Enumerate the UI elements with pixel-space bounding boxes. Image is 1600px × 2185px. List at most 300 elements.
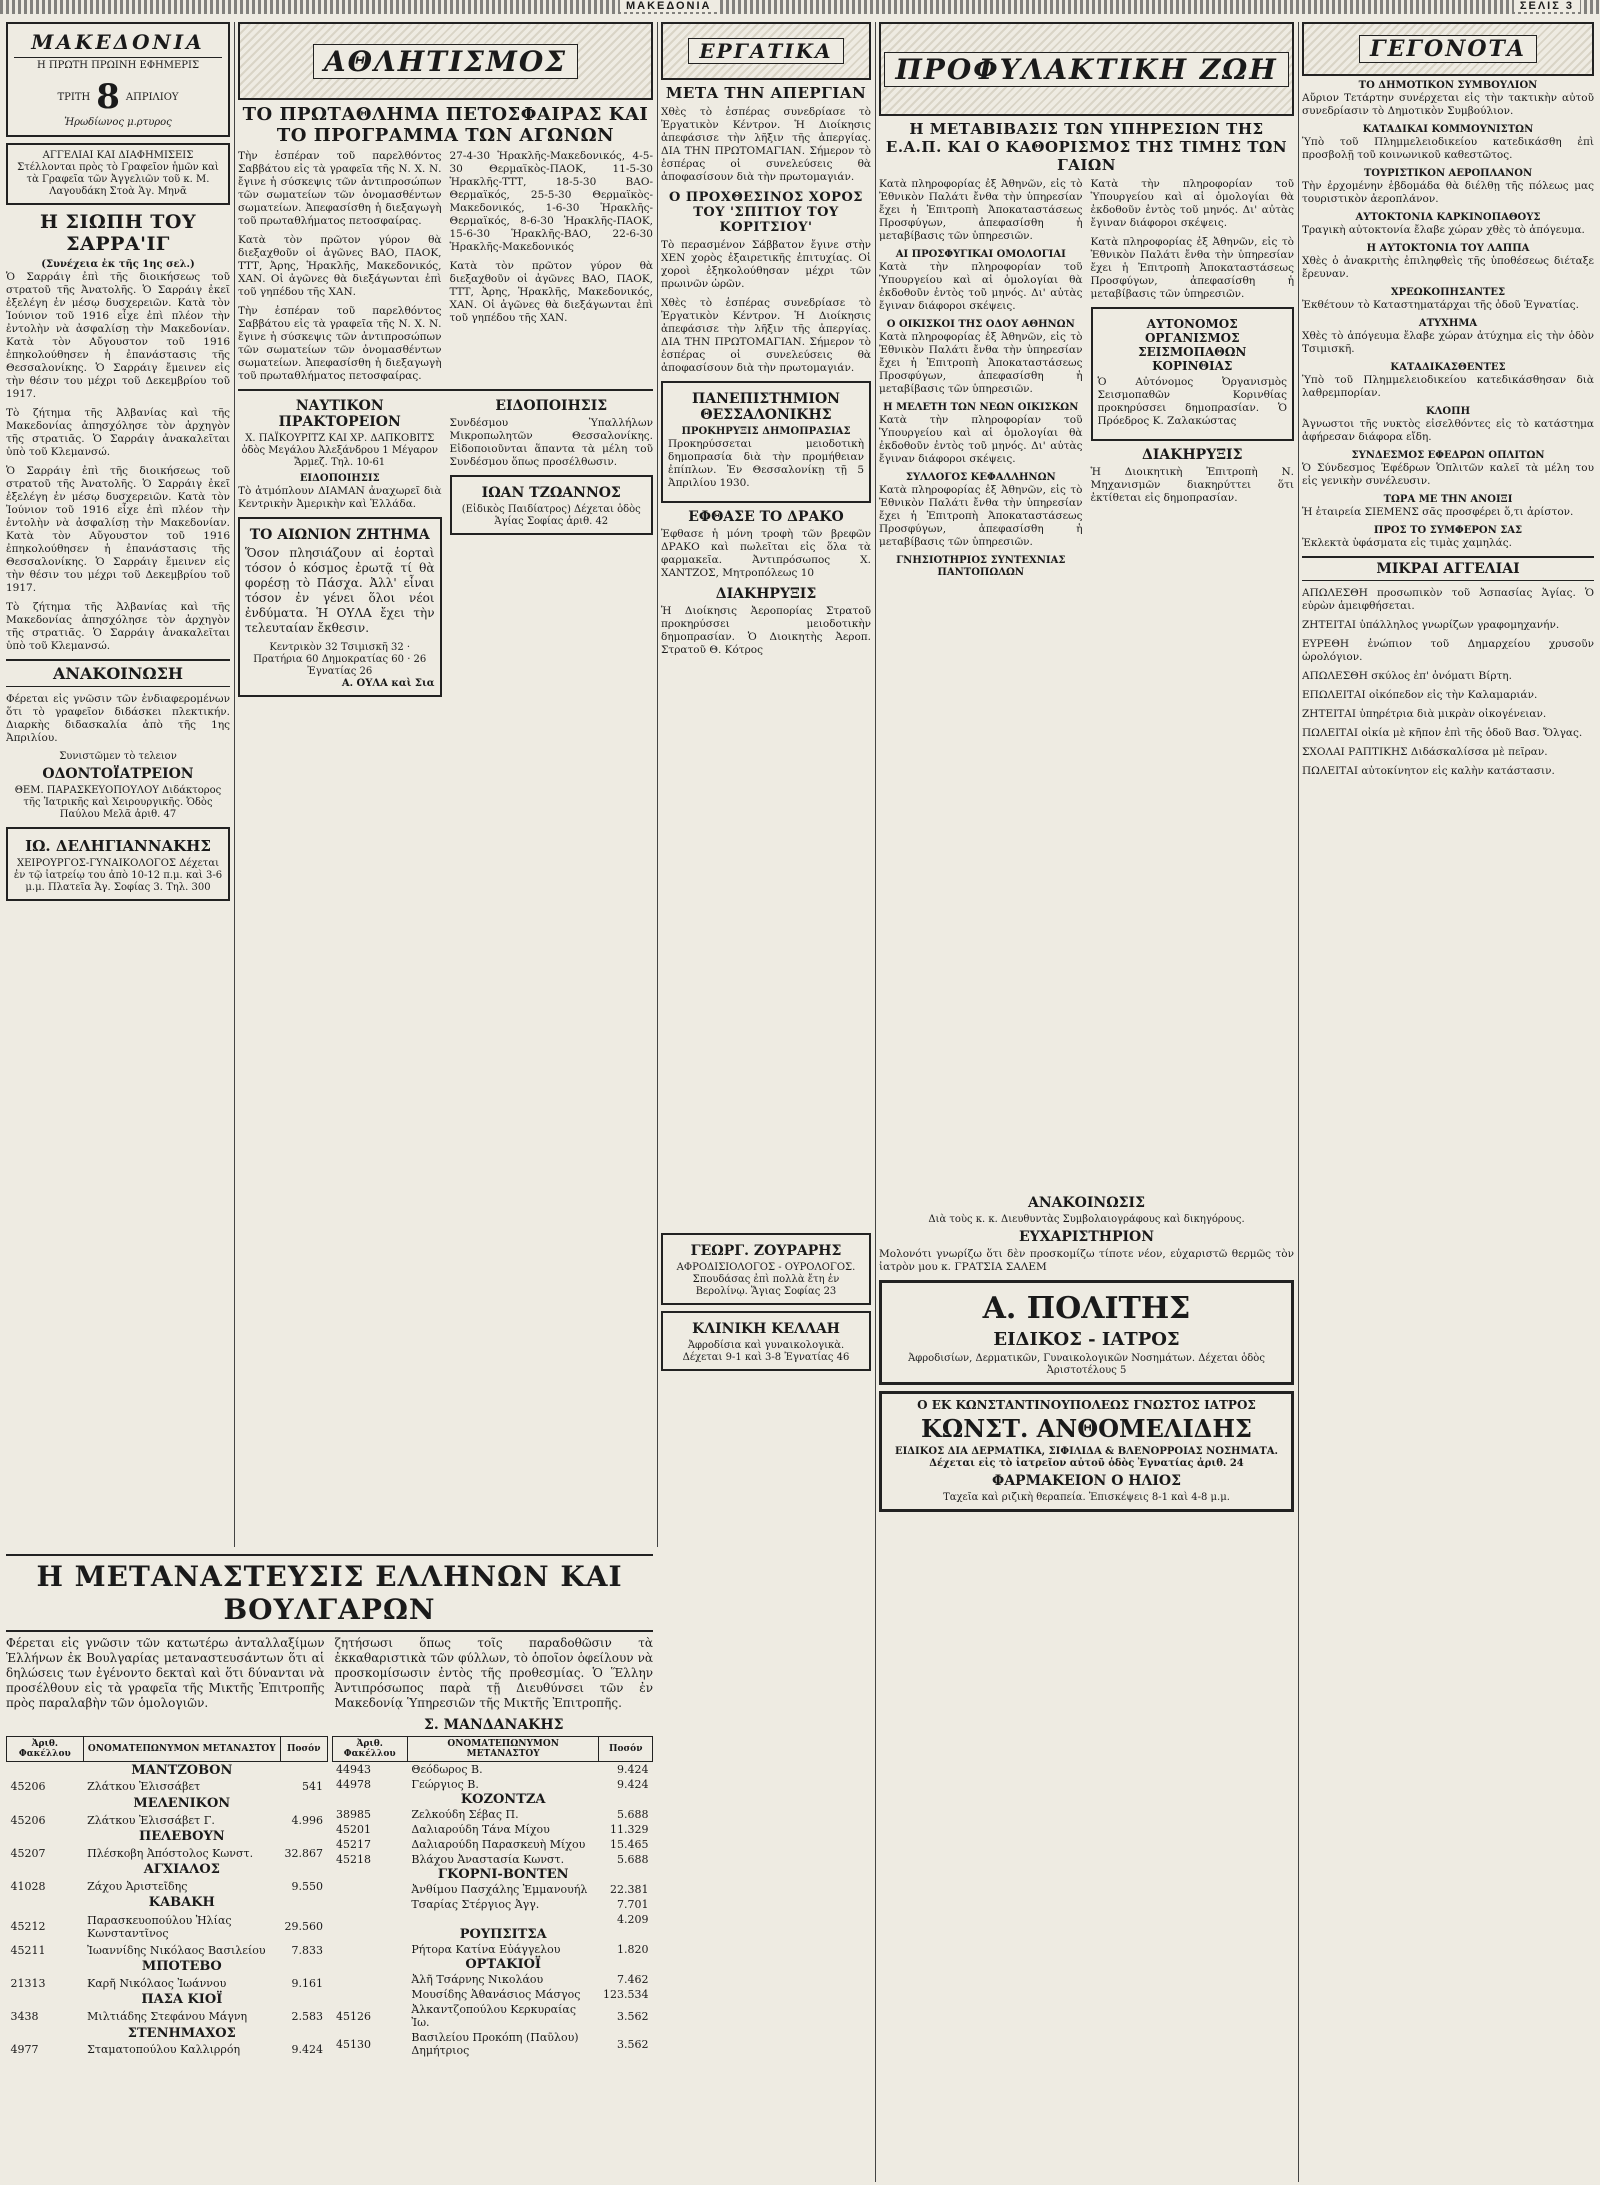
event-text: Ὁ Σύνδεσμος Ἐφέδρων Ὁπλιτῶν καλεῖ τὰ μέλη του εἰς γενικὴν συνέλευσιν. bbox=[1302, 462, 1594, 487]
bottom-sign: Σ. ΜΑΝΔΑΝΑΚΗΣ bbox=[424, 1717, 564, 1733]
zitima-list: Κεντρικὸν 32 Τσιμισκῆ 32 · Πρατήρια 60 Δημοκρατίας 60 · 26 Ἐγνατίας 26 bbox=[253, 642, 427, 677]
file-number: 45212 bbox=[10, 1920, 46, 1934]
file-number bbox=[332, 1867, 407, 1882]
table-row bbox=[7, 1762, 328, 1779]
kliniki-title: ΚΛΙΝΙΚΗ ΚΕΛΛΑΗ bbox=[692, 1321, 840, 1337]
sports-banner-label: ΑΘΛΗΤΙΣΜΟΣ bbox=[313, 44, 578, 79]
table-row bbox=[7, 2025, 328, 2042]
migrant-name: ΣΤΕΝΗΜΑΧΟΣ bbox=[127, 2025, 236, 2041]
file-number: 45207 bbox=[10, 1846, 46, 1860]
file-number bbox=[7, 1828, 84, 1845]
amount: 7.701 bbox=[617, 1898, 649, 1911]
migrant-name: Ζλάτκου Ἐλισσάβετ bbox=[87, 1780, 201, 1794]
col3-text-1b: Χθὲς τὸ ἑσπέρας συνεδρίασε τὸ Ἐργατικὸν Κέντρον. Ἡ Διοίκησις ἀπεφάσισε τὴν λῆξιν τῆς ἀπεργίας. ΔΙΑ ΤΗΝ ΠΡΩΤΟΜΑΓΙΑΝ. Σήμερον τὸ ἑσπέρας οἱ συνελεύσεις θὰ ἀποφασίσουν διὰ τὴν πρωτομαγιάν. bbox=[661, 297, 871, 374]
file-number: 44978 bbox=[336, 1778, 371, 1791]
ads-notice-box: ΑΓΓΕΛΙΑΙ ΚΑΙ ΔΙΑΦΗΜΙΣΕΙΣ Στέλλονται πρὸς τὸ Γραφεῖον ἡμῶν καὶ τὰ Γραφεῖα τῶν Ἀγγελιῶν τοῦ κ. Μ. Λαγουδάκη Στοὰ Ἁγ. Μηνᾶ bbox=[6, 143, 230, 205]
file-number: 45126 bbox=[336, 2009, 371, 2023]
column-rule bbox=[1298, 22, 1299, 2182]
migrant-name: Δαλιαρούδη Παρασκευὴ Μίχου bbox=[411, 1838, 586, 1851]
column-4 bbox=[879, 22, 1294, 2182]
file-number bbox=[7, 1959, 84, 1976]
col4-sub-1: ΑΙ ΠΡΟΣΦΥΓΙΚΑΙ ΟΜΟΛΟΓΙΑΙ bbox=[895, 249, 1066, 260]
amount: 2.583 bbox=[291, 2010, 323, 2024]
table-row bbox=[7, 2008, 328, 2025]
anthomelidis-ad bbox=[879, 1391, 1294, 1512]
eucharistirion-text: Μολονότι γνωρίζω ὅτι δὲν προσκομίζω τίποτε νέον, εὐχαριστῶ θερμῶς τὸν ἰατρὸν μου κ. ΓΡΑΤΣΙΑ ΣΑΛΕΜ bbox=[879, 1248, 1294, 1273]
diakiryxis-2-text: Ἡ Διοικητικὴ Ἐπιτροπὴ Ν. Μηχανισμῶν διακηρύττει ὅτι ἐκτίθεται εἰς δημοπρασίαν. bbox=[1090, 466, 1294, 504]
table-row bbox=[7, 1812, 328, 1829]
table-row bbox=[332, 1957, 653, 1972]
zitima-text: Ὅσον πλησιάζουν αἱ ἑορταὶ τόσον ὁ κόσμος ἐρωτᾷ τί θὰ φορέσῃ τὸ Πάσχα. Ἀλλ' εἶναι τόσον ἐν γένει ὅλοι νέοι ἐνδύματα. Ἡ ΟΥΛΑ ἔχει τὴν τελευταίαν ἔκθεσιν. bbox=[245, 546, 435, 635]
event-title: Η ΑΥΤΟΚΤΟΝΙΑ ΤΟΥ ΛΑΠΠΑ bbox=[1366, 243, 1530, 254]
amount: 5.688 bbox=[617, 1853, 649, 1866]
column-rule bbox=[657, 22, 658, 1547]
table-row bbox=[332, 2002, 653, 2030]
amount bbox=[280, 2025, 327, 2042]
file-number bbox=[332, 1897, 407, 1912]
event-text: Χθὲς ὁ ἀνακριτὴς ἐπιληφθεὶς τῆς ὑποθέσεως διέταξε ἔρευναν. bbox=[1302, 255, 1594, 280]
file-number: 45130 bbox=[336, 2037, 371, 2051]
diakiryxis-text: Ἡ Διοίκησις Ἀεροπορίας Στρατοῦ προκηρύσσει μειοδοτικὴν δημοπρασίαν. Ὁ Διοικητὴς Ἀεροπ. Στρατοῦ Θ. Κότρος bbox=[661, 605, 871, 656]
table-row bbox=[332, 1867, 653, 1882]
sports-banner bbox=[238, 22, 653, 100]
date-row bbox=[14, 77, 222, 117]
bottom-section bbox=[6, 1550, 653, 2180]
event-title: ΣΥΝΔΕΣΜΟΣ ΕΦΕΔΡΩΝ ΟΠΛΙΤΩΝ bbox=[1351, 450, 1545, 461]
event-title: ΤΩΡΑ ΜΕ ΤΗΝ ΑΝΟΙΞΙ bbox=[1383, 494, 1513, 505]
col1-headline: Η ΣΙΩΠΗ ΤΟΥ ΣΑΡΡΑ'ΙΓ bbox=[39, 211, 197, 255]
amount: 9.424 bbox=[291, 2043, 323, 2057]
event-title: ΚΛΟΠΗ bbox=[1425, 406, 1471, 417]
event-text: Ἐκθέτουν τὸ Καταστηματάρχαι τῆς ὁδοῦ Ἐγνατίας. bbox=[1302, 299, 1579, 311]
migrant-name bbox=[407, 1912, 599, 1927]
amount: 1.820 bbox=[617, 1943, 649, 1956]
small-ads-list bbox=[1302, 587, 1594, 778]
file-number: 45218 bbox=[336, 1853, 371, 1866]
migrant-name: ΜΕΛΕΝΙΚΟΝ bbox=[133, 1795, 231, 1811]
politis-text: Ἀφροδισίων, Δερματικῶν, Γυναικολογικῶν Νοσημάτων. Δέχεται ὁδὸς Ἀριστοτέλους 5 bbox=[908, 1353, 1265, 1376]
table-row bbox=[7, 1861, 328, 1878]
dental-text: ΘΕΜ. ΠΑΡΑΣΚΕΥΟΠΟΥΛΟΥ Διδάκτορος τῆς Ἰατρικῆς καὶ Χειρουργικῆς. Ὁδὸς Παύλου Μελᾶ ἀριθ. 47 bbox=[14, 785, 222, 820]
anakoinosis-text: Διὰ τοὺς κ. κ. Διευθυντὰς Συμβολαιογράφους καὶ δικηγόρους. bbox=[928, 1214, 1245, 1225]
file-number bbox=[332, 1882, 407, 1897]
file-number bbox=[332, 1987, 407, 2002]
weekday: ΤΡΙΤΗ bbox=[57, 91, 91, 103]
amount: 9.550 bbox=[291, 1879, 323, 1893]
shipping-ad-text: Χ. ΠΑΪΚΟΥΡΙΤΖ ΚΑΙ ΧΡ. ΔΑΠΚΟΒΙΤΣ ὁδὸς Μεγάλου Ἀλεξάνδρου 1 Μέγαρον Ἄρμεζ. Τηλ. 10-61 bbox=[241, 433, 439, 468]
events-banner-label: ΓΕΓΟΝΟΤΑ bbox=[1359, 35, 1537, 63]
migrant-name: ΡΟΥΠΣΙΤΣΑ bbox=[459, 1927, 547, 1942]
table-row bbox=[332, 1792, 653, 1807]
table-row bbox=[7, 1878, 328, 1895]
table-header: ΟΝΟΜΑΤΕΠΩΝΥΜΟΝ ΜΕΤΑΝΑΣΤΟΥ bbox=[83, 1737, 280, 1762]
small-ad: ΠΩΛΕΙΤΑΙ αὐτοκίνητον εἰς καλὴν κατάστασιν. bbox=[1302, 765, 1555, 777]
shipping-ad-note: Τὸ ἀτμόπλουν ΔΙΑΜΑΝ ἀναχωρεῖ διὰ Κεντρικὴν Ἀμερικὴν καὶ Ἑλλάδα. bbox=[238, 485, 442, 510]
table-row bbox=[7, 1975, 328, 1992]
migrant-name: Παρασκευοπούλου Ἡλίας Κωνσταντῖνος bbox=[87, 1913, 232, 1940]
file-number: 45217 bbox=[336, 1838, 371, 1851]
col3-headline: ΜΕΤΑ ΤΗΝ ΑΠΕΡΓΙΑΝ bbox=[665, 84, 867, 102]
politis-name: Α. ΠΟΛΙΤΗΣ bbox=[982, 1291, 1191, 1326]
event-text: Ἐκλεκτὰ ὑφάσματα εἰς τιμὰς χαμηλάς. bbox=[1302, 537, 1512, 549]
zourari-text: ΑΦΡΟΔΙΣΙΟΛΟΓΟΣ - ΟΥΡΟΛΟΓΟΣ. Σπουδάσας ἐπὶ πολλὰ ἔτη ἐν Βερολίνῳ. Ἅγιας Σοφίας 23 bbox=[676, 1262, 856, 1297]
event-text: Τὴν ἐρχομένην ἑβδομάδα θὰ διέλθῃ τῆς πόλεως μας τουριστικὸν ἀεροπλάνον. bbox=[1302, 180, 1594, 205]
file-number bbox=[332, 1792, 407, 1807]
seismic-text: Ὁ Αὐτόνομος Ὀργανισμὸς Σεισμοπαθῶν Κορινθίας προκηρύσσει δημοπρασίαν. Ὁ Πρόεδρος Κ. Ζαλακώστας bbox=[1097, 376, 1287, 427]
migrant-name: Βλάχου Ἀναστασία Κωνστ. bbox=[411, 1853, 565, 1866]
file-number: 45206 bbox=[10, 1813, 46, 1827]
small-ad: ΑΠΩΛΕΣΘΗ προσωπικὸν τοῦ Ἀσπασίας Ἁγίας. Ὁ εὑρὼν ἀμειφθήσεται. bbox=[1302, 587, 1594, 612]
dental-intro: Συνιστῶμεν τὸ τελειον bbox=[59, 751, 177, 762]
table-header: ΟΝΟΜΑΤΕΠΩΝΥΜΟΝ ΜΕΤΑΝΑΣΤΟΥ bbox=[407, 1737, 599, 1762]
amount: 15.465 bbox=[610, 1838, 649, 1851]
column-2 bbox=[238, 22, 653, 1547]
amount: 541 bbox=[302, 1780, 323, 1794]
col4-sub-5: ΓΝΗΣΙΟΤΗΡΙΟΣ ΣΥΝΤΕΧΝΙΑΣ ΠΑΝΤΟΠΩΛΩΝ bbox=[896, 555, 1066, 578]
table-row bbox=[332, 1912, 653, 1927]
col4-text-2: Κατὰ τὴν πληροφορίαν τοῦ Ὑπουργείου καὶ αἱ ὁμολογίαι θὰ ἐκδοθοῦν ἐντὸς τοῦ μηνός. Δι' αὐτὰς ἔγιναν διάφοροι σκέψεις. bbox=[879, 261, 1083, 312]
col1-notice-title: ΑΝΑΚΟΙΝΩΣΗ bbox=[6, 659, 230, 687]
amount: 29.560 bbox=[284, 1920, 323, 1934]
col4-headline: Η ΜΕΤΑΒΙΒΑΣΙΣ ΤΩΝ ΥΠΗΡΕΣΙΩΝ ΤΗΣ Ε.Α.Π. ΚΑΙ Ο ΚΑΘΟΡΙΣΜΟΣ ΤΗΣ ΤΙΜΗΣ ΤΩΝ ΓΑΙΩΝ bbox=[885, 120, 1288, 174]
col4-text-2c: Κατὰ τὴν πληροφορίαν τοῦ Ὑπουργείου καὶ αἱ ὁμολογίαι θὰ ἐκδοθοῦν ἐντὸς τοῦ μηνός. Δι' αὐτὰς ἔγιναν διάφοροι σκέψεις. bbox=[1090, 178, 1294, 229]
table-row bbox=[7, 1795, 328, 1812]
event-text: Τραγικὴ αὐτοκτονία ἔλαβε χώραν χθὲς τὸ ἀπόγευμα. bbox=[1302, 224, 1585, 236]
migrant-name: Βασιλείου Προκόπη (Παῦλου) Δημήτριος bbox=[411, 2031, 579, 2057]
migrant-name: ΚΟΖΟΝΤΖΑ bbox=[460, 1792, 546, 1807]
amount: 9.424 bbox=[617, 1763, 649, 1776]
event-title: ΚΑΤΑΔΙΚΑΙ ΚΟΜΜΟΥΝΙΣΤΩΝ bbox=[1362, 124, 1534, 135]
doctor-name: ΙΩ. ΔΕΛΗΓΙΑΝΝΑΚΗΣ bbox=[25, 837, 211, 855]
file-number: 41028 bbox=[10, 1879, 46, 1893]
col4-sub-2: Ο ΟΙΚΙΣΚΟΙ ΤΗΣ ΟΔΟΥ ΑΘΗΝΩΝ bbox=[886, 319, 1075, 330]
col4-text-1d: Κατὰ πληροφορίας ἐξ Ἀθηνῶν, εἰς τὸ Ἐθνικὸν Παλάτι ἔνθα τὴν ὑπηρεσίαν ἔχει ἡ Ἐπιτροπὴ Ἀποκαταστάσεως Προσφύγων, ἀπεφασίσθη ἡ μεταβίβασις τῶν ὑπηρεσιῶν. bbox=[1090, 236, 1294, 300]
col1-text-1: Ὁ Σαρράιγ ἐπὶ τῆς διοικήσεως τοῦ στρατοῦ τῆς Ἀνατολῆς. Ὁ Σαρράιγ ἐκεῖ ἐξελέγη ἐν μέσῳ δυσχερειῶν. Κατὰ τὸν Ἰούνιον τοῦ 1916 εἶχε ἐπὶ πλέον τὴν ἐντολὴν νὰ ἀσφαλίσῃ τὴν Μακεδονίαν. Κατὰ τὸν Αὔγουστον τοῦ 1916 ἐπηκολούθησεν ἡ ἐπανάστασις τῆς Θεσσαλονίκης. Ὁ Σαρράιγ ἔμεινεν εἰς τὴν θέσιν του μέχρι τοῦ Δεκεμβρίου τοῦ 1917. bbox=[6, 271, 230, 400]
amount bbox=[280, 1762, 327, 1779]
table-row bbox=[332, 1837, 653, 1852]
university-ad-text: Προκηρύσσεται μειοδοτικὴ δημοπρασία διὰ τὴν προμήθειαν ἐπίπλων. Ἐν Θεσσαλονίκῃ τῇ 5 Ἀπριλίου 1930. bbox=[668, 438, 864, 489]
migrant-name: Θεόδωρος Β. bbox=[411, 1763, 483, 1776]
file-number bbox=[7, 2025, 84, 2042]
day-number: 8 bbox=[96, 77, 120, 117]
migrant-name: Γεώργιος Β. bbox=[411, 1778, 479, 1791]
file-number bbox=[7, 1992, 84, 2009]
table-header: Ἀριθ. Φακέλλου bbox=[7, 1737, 84, 1762]
event-title: ΚΑΤΑΔΙΚΑΣΘΕΝΤΕΣ bbox=[1390, 362, 1506, 373]
politis-ad bbox=[879, 1280, 1294, 1385]
eidopoiisis-text: Συνδέσμου Ὑπαλλήλων Μικροπωλητῶν Θεσσαλονίκης. Εἰδοποιοῦνται ἅπαντα τὰ μέλη τοῦ Συνδέσμου ὅπως προσέλθωσιν. bbox=[449, 417, 653, 468]
file-number bbox=[7, 1861, 84, 1878]
migrant-name: ΠΕΛΕΒΟΥΝ bbox=[138, 1829, 225, 1845]
table-header: Ἀριθ. Φακέλλου bbox=[332, 1737, 407, 1762]
zitima-ad bbox=[238, 517, 442, 697]
event-title: ΤΟ ΔΗΜΟΤΙΚΟΝ ΣΥΜΒΟΥΛΙΟΝ bbox=[1358, 80, 1538, 91]
event-title: ΑΥΤΟΚΤΟΝΙΑ ΚΑΡΚΙΝΟΠΑΘΟΥΣ bbox=[1355, 212, 1541, 223]
migrant-name: Τσαρίας Στέργιος Ἀγγ. bbox=[411, 1898, 540, 1911]
amount bbox=[599, 1792, 653, 1807]
migrant-name: Δαλιαρούδη Τάνα Μίχου bbox=[411, 1823, 550, 1836]
col2-text-1: Τὴν ἐσπέραν τοῦ παρελθόντος Σαββάτου εἰς τὰ γραφεῖα τῆς Ν. Χ. Ν. ἔγινε ἡ σύσκεψις τῶν ἀντιπροσώπων τῶν σωματείων τῶν ὀνομασθέντων σωματείων. Ἀπεφασίσθη ἡ διεξαγωγὴ τοῦ πρωταθλήματος πετοσφαίρας. bbox=[238, 150, 442, 227]
file-number: 45211 bbox=[10, 1943, 46, 1957]
prof-life-banner bbox=[879, 22, 1294, 116]
col4-sub-3: Η ΜΕΛΕΤΗ ΤΩΝ ΝΕΩΝ ΟΙΚΙΣΚΩΝ bbox=[883, 402, 1079, 413]
column-rule bbox=[875, 22, 876, 2182]
column-3 bbox=[661, 22, 871, 2182]
small-ad: ΖΗΤΕΙΤΑΙ ὑπάλληλος γνωρίζων γραφομηχανήν. bbox=[1302, 619, 1560, 631]
amount: 4.209 bbox=[617, 1913, 649, 1926]
table-row bbox=[332, 1927, 653, 1942]
migrant-name: ΑΓΧΙΑΛΟΣ bbox=[143, 1862, 220, 1878]
zitima-sign: Α. ΟΥΛΑ καὶ Σια bbox=[341, 678, 435, 689]
col1-continued: (Συνέχεια ἐκ τῆς 1ης σελ.) bbox=[41, 259, 195, 270]
table-row bbox=[7, 1911, 328, 1942]
kliniki-ad bbox=[661, 1311, 871, 1371]
event-text: Ἀγνωστοι τῆς νυκτὸς εἰσελθόντες εἰς τὸ κατάστημα ἀφήρεσαν διάφορα εἴδη. bbox=[1302, 418, 1594, 443]
table-row bbox=[7, 1895, 328, 1912]
table-row bbox=[7, 1845, 328, 1862]
table-header: Ποσόν bbox=[280, 1737, 327, 1762]
saint-of-day: Ἡρωδίωνος μ.ρτυρος bbox=[64, 117, 172, 128]
shipping-ad-sub: ΕΙΔΟΠΟΙΗΣΙΣ bbox=[299, 473, 380, 484]
small-ads-title: ΜΙΚΡΑΙ ΑΓΓΕΛΙΑΙ bbox=[1302, 556, 1594, 581]
table-row bbox=[332, 1987, 653, 2002]
seismic-ad bbox=[1091, 307, 1295, 441]
col2-text-1b: Τὴν ἐσπέραν τοῦ παρελθόντος Σαββάτου εἰς τὰ γραφεῖα τῆς Ν. Χ. Ν. ἔγινε ἡ σύσκεψις τῶν ἀντιπροσώπων τῶν σωματείων τῶν ὀνομασθέντων σωματείων. Ἀπεφασίσθη ἡ διεξαγωγὴ τοῦ πρωταθλήματος πετοσφαίρας. bbox=[238, 305, 442, 382]
amount: 4.996 bbox=[291, 1813, 323, 1827]
col1-notice-text: Φέρεται εἰς γνῶσιν τῶν ἐνδιαφερομένων ὅτι τὸ γραφεῖον διδάσκει πλεκτικήν. Διαρκὴς διδασκαλία ἀπὸ τῆς 1ης Ἀπριλίου. bbox=[6, 693, 230, 744]
col3-text-2: Τὸ περασμένον Σάββατον ἔγινε στὴν ΧΕΝ χορὸς ἐξαιρετικῆς ἐπιτυχίας. Οἱ χοροὶ ἐξηκολούθησαν μέχρι τῶν πρωινῶν ὡρῶν. bbox=[661, 239, 871, 290]
table-row bbox=[332, 1942, 653, 1957]
amount bbox=[599, 1927, 653, 1942]
events-banner bbox=[1302, 22, 1594, 76]
table-row bbox=[332, 1972, 653, 1987]
file-number: 45201 bbox=[336, 1823, 371, 1836]
file-number bbox=[332, 1942, 407, 1957]
migrant-name: Σταματοπούλου Καλλιρρόη bbox=[87, 2043, 241, 2057]
col3-headline-2: Ο ΠΡΟΧΘΕΣΙΝΟΣ ΧΟΡΟΣ ΤΟΥ 'ΣΠΙΤΙΟΥ ΤΟΥ ΚΟΡΙΤΣΙΟΥ' bbox=[669, 190, 863, 235]
col4-text-1c: Κατὰ πληροφορίας ἐξ Ἀθηνῶν, εἰς τὸ Ἐθνικὸν Παλάτι ἔνθα τὴν ὑπηρεσίαν ἔχει ἡ Ἐπιτροπὴ Ἀποκαταστάσεως Προσφύγων, ἀπεφασίσθη ἡ μεταβίβασις τῶν ὑπηρεσιῶν. bbox=[879, 484, 1083, 548]
table-row bbox=[7, 1828, 328, 1845]
file-number bbox=[332, 1972, 407, 1987]
file-number bbox=[7, 1762, 84, 1779]
politis-title: ΕΙΔΙΚΟΣ - ΙΑΤΡΟΣ bbox=[993, 1329, 1180, 1350]
table-row bbox=[332, 1777, 653, 1792]
table-row bbox=[7, 1942, 328, 1959]
eucharistirion-title: ΕΥΧΑΡΙΣΤΗΡΙΟΝ bbox=[1018, 1229, 1155, 1245]
event-text: Ὑπὸ τοῦ Πλημμελειοδικείου κατεδικάσθη ἐπὶ προσβολῇ τοῦ κοινωνικοῦ καθεστῶτος. bbox=[1302, 136, 1594, 161]
table-row bbox=[7, 1992, 328, 2009]
migrant-name: Ἰωαννίδης Νικόλαος Βασιλείου bbox=[87, 1943, 266, 1957]
file-number bbox=[7, 1895, 84, 1912]
event-title: ΤΟΥΡΙΣΤΙΚΟΝ ΑΕΡΟΠΛΑΝΟΝ bbox=[1363, 168, 1533, 179]
bottom-text-right: ζητήσωσι ὅπως τοῖς παραδοθῶσιν τὰ ἐκκαθαριστικὰ τῶν φύλλων, τὸ ὁποῖον ὁφείλουν νὰ προσκομίσωσιν ἐντὸς τῆς προθεσμίας. Ὁ Ἕλλην Ἀντιπρόσωπος παρὰ τῇ Διευθύνσει τῶν ἐν Μακεδονίᾳ Ὑπηρεσιῶν τῆς Μικτῆς Ἐπιτροπῆς. bbox=[334, 1636, 653, 1710]
amount: 11.329 bbox=[610, 1823, 649, 1836]
event-title: ΧΡΕΩΚΟΠΗΣΑΝΤΕΣ bbox=[1390, 287, 1506, 298]
amount bbox=[280, 1959, 327, 1976]
migrant-name: Ζλάτκου Ἐλισσάβετ Γ. bbox=[87, 1813, 215, 1827]
amount: 5.688 bbox=[617, 1808, 649, 1821]
small-ad: ΑΠΩΛΕΣΘΗ σκύλος ἐπ' ὀνόματι Βίρτη. bbox=[1302, 670, 1512, 682]
col2-text-2b: Κατὰ τὸν πρῶτον γύρον θὰ διεξαχθοῦν οἱ ἀγῶνες ΒΑΟ, ΠΑΟΚ, ΤΤΤ, Ἀρης, Ἡρακλῆς, Μακεδονικός, ΧΑΝ. Οἱ ἀγῶνες θὰ διεξάγωνται ἐπὶ τοῦ γηπέδου τῆς ΧΑΝ. bbox=[449, 260, 653, 324]
small-ad: ΣΧΟΛΑΙ ΡΑΠΤΙΚΗΣ Διδάσκαλίσσα μὲ πεῖραν. bbox=[1302, 746, 1548, 758]
col2-fixtures: 27-4-30 Ἡρακλῆς-Μακεδονικός, 4-5-30 Θερμαϊκὸς-ΠΑΟΚ, 11-5-30 Ἡρακλῆς-ΤΤΤ, 18-5-30 ΒΑΟ-Θερμαϊκός, 25-5-30 Θερμαϊκὸς-Μακεδονικός, 1-6-30 Ἡρακλῆς-Θερμαϊκός, 8-6-30 Ἡρακλῆς-ΠΑΟΚ, 15-6-30 Ἡρακλῆς-ΒΑΟ, 22-6-30 Ἡρακλῆς-Μακεδονικός bbox=[449, 150, 653, 253]
anthomelidis-name: ΚΩΝΣΤ. ΑΝΘΟΜΕΛΙΔΗΣ bbox=[920, 1414, 1253, 1443]
table-row bbox=[332, 1852, 653, 1867]
zourari-name: ΓΕΩΡΓ. ΖΟΥΡΑΡΗΣ bbox=[690, 1243, 842, 1259]
events-list bbox=[1302, 80, 1594, 550]
bottom-headline: Η ΜΕΤΑΝΑΣΤΕΥΣΙΣ ΕΛΛΗΝΩΝ ΚΑΙ ΒΟΥΛΓΑΡΩΝ bbox=[36, 1560, 623, 1626]
drako-title: ΕΦΘΑΣΕ ΤΟ ΔΡΑΚΟ bbox=[688, 509, 844, 525]
eidopoiisis-title: ΕΙΔΟΠΟΙΗΣΙΣ bbox=[495, 398, 608, 414]
paediatrician-name: ΙΩΑΝ ΤΖΩΑΝΝΟΣ bbox=[481, 485, 621, 501]
migrant-name: ΟΡΤΑΚΙΟΪ bbox=[465, 1957, 541, 1972]
diakiryxis-2-title: ΔΙΑΚΗΡΥΞΙΣ bbox=[1142, 447, 1243, 463]
file-number: 21313 bbox=[10, 1976, 46, 1990]
page-number: ΣΕΛΙΣ 3 bbox=[1514, 0, 1580, 12]
event-text: Ἡ ἐταιρεία ΣΙΕΜΕΝΣ σᾶς προσφέρει ὅ,τι ἀρίστον. bbox=[1302, 506, 1574, 518]
table-row bbox=[332, 1822, 653, 1837]
file-number: 38985 bbox=[336, 1808, 371, 1821]
col2-headline: ΤΟ ΠΡΩΤΑΘΛΗΜΑ ΠΕΤΟΣΦΑΙΡΑΣ ΚΑΙ ΤΟ ΠΡΟΓΡΑΜΜΑ ΤΩΝ ΑΓΩΝΩΝ bbox=[242, 104, 649, 146]
migrant-name: Ἀλκαντζοπούλου Κερκυραίας Ἰω. bbox=[411, 2003, 576, 2029]
dental-title: ΟΔΟΝΤΟΪΑΤΡΕΙΟΝ bbox=[42, 766, 194, 782]
file-number bbox=[332, 1912, 407, 1927]
labour-banner-label: ΕΡΓΑΤΙΚΑ bbox=[688, 38, 843, 64]
migrant-name: ΜΠΟΤΕΒΟ bbox=[141, 1959, 222, 1975]
amount bbox=[280, 1895, 327, 1912]
amount bbox=[280, 1861, 327, 1878]
file-number: 3438 bbox=[10, 2010, 39, 2024]
masthead bbox=[6, 22, 230, 137]
small-ad: ΕΠΩΛΕΙΤΑΙ οἰκόπεδον εἰς τὴν Καλαμαριάν. bbox=[1302, 689, 1538, 701]
migrant-name: ΚΑΒΑΚΗ bbox=[148, 1895, 215, 1911]
col1-text-2: Τὸ ζήτημα τῆς Ἀλβανίας καὶ τῆς Μακεδονίας ἀπησχόλησε τὸν ἀρχηγὸν τῆς στρατιᾶς. Ὁ Σαρράιγ ἀνακαλεῖται ὑπὸ τοῦ Κλεμανσώ. bbox=[6, 407, 230, 458]
col1-text-1b: Ὁ Σαρράιγ ἐπὶ τῆς διοικήσεως τοῦ στρατοῦ τῆς Ἀνατολῆς. Ὁ Σαρράιγ ἐκεῖ ἐξελέγη ἐν μέσῳ δυσχερειῶν. Κατὰ τὸν Ἰούνιον τοῦ 1916 εἶχε ἐπὶ πλέον τὴν ἐντολὴν νὰ ἀσφαλίσῃ τὴν Μακεδονίαν. Κατὰ τὸν Αὔγουστον τοῦ 1916 ἐπηκολούθησεν ἡ ἐπανάστασις τῆς Θεσσαλονίκης. Ὁ Σαρράιγ ἔμεινεν εἰς τὴν θέσιν του μέχρι τοῦ Δεκεμβρίου τοῦ 1917. bbox=[6, 465, 230, 594]
amount: 7.833 bbox=[291, 1943, 323, 1957]
amount bbox=[280, 1795, 327, 1812]
amount: 7.462 bbox=[617, 1973, 649, 1986]
bottom-text-left: Φέρεται εἰς γνῶσιν τῶν κατωτέρω ἀνταλλαξίμων Ἑλλήνων ἐκ Βουλγαρίας μεταναστευσάντων ὅτι αἱ δηλώσεις των ἐγένοντο δεκταὶ καὶ ὅτι δύνανται νὰ προσέλθουν εἰς τὰ γραφεῖα τῆς Μικτῆς Ἐπιτροπῆς πρὸς παραλαβὴν τῶν ὁμολογιῶν. bbox=[6, 1636, 325, 1710]
migrant-name: Μουσίδης Ἀθανάσιος Μάσγος bbox=[411, 1988, 581, 2001]
amount: 9.161 bbox=[291, 1976, 323, 1990]
col4-sub-4: ΣΥΛΛΟΓΟΣ ΚΕΦΑΛΛΗΝΩΝ bbox=[905, 472, 1056, 483]
col2-text-2: Κατὰ τὸν πρῶτον γύρον θὰ διεξαχθοῦν οἱ ἀγῶνες ΒΑΟ, ΠΑΟΚ, ΤΤΤ, Ἀρης, Ἡρακλῆς, Μακεδονικός, ΧΑΝ. Οἱ ἀγῶνες θὰ διεξάγωνται ἐπὶ τοῦ γηπέδου τῆς ΧΑΝ. bbox=[238, 234, 442, 298]
col4-text-2b: Κατὰ τὴν πληροφορίαν τοῦ Ὑπουργείου καὶ αἱ ὁμολογίαι θὰ ἐκδοθοῦν ἐντὸς τοῦ μηνός. Δι' αὐτὰς ἔγιναν διάφοροι σκέψεις. bbox=[879, 414, 1083, 465]
amount bbox=[599, 1867, 653, 1882]
doctor-ad bbox=[6, 827, 230, 901]
amount bbox=[599, 1957, 653, 1972]
paediatrician-ad bbox=[450, 475, 654, 535]
file-number: 4977 bbox=[10, 2043, 39, 2057]
amount: 3.562 bbox=[617, 2037, 649, 2051]
event-text: Ὑπὸ τοῦ Πλημμελειοδικείου κατεδικάσθησαν διὰ λαθρεμπορίαν. bbox=[1302, 374, 1594, 399]
migrants-table-left bbox=[6, 1736, 328, 2058]
table-row bbox=[332, 1897, 653, 1912]
migrant-name: Ἀλῆ Τσάρνης Νικολάου bbox=[411, 1973, 544, 1986]
column-rule bbox=[234, 22, 235, 1547]
amount: 123.534 bbox=[603, 1988, 649, 2001]
migrant-name: Καρῆ Νικόλαος Ἰωάννου bbox=[87, 1976, 227, 1990]
kliniki-text: Ἀφροδίσια καὶ γυναικολογικὰ. Δέχεται 9-1 καὶ 3-8 Ἐγνατίας 46 bbox=[682, 1340, 850, 1363]
migrant-name: ΓΚΟΡΝΙ-ΒΟΝΤΕΝ bbox=[437, 1867, 569, 1882]
table-row bbox=[332, 1762, 653, 1778]
small-ad: ΠΩΛΕΙΤΑΙ οἰκία μὲ κῆπον ἐπὶ τῆς ὁδοῦ Βασ. Ὄλγας. bbox=[1302, 727, 1583, 739]
file-number bbox=[332, 1957, 407, 1972]
anthomelidis-pharmacy: ΦΑΡΜΑΚΕΙΟΝ Ο ΗΛΙΟΣ bbox=[992, 1473, 1181, 1489]
labour-banner bbox=[661, 22, 871, 80]
amount bbox=[280, 1992, 327, 2009]
table-row bbox=[332, 2030, 653, 2058]
col1-text-2b: Τὸ ζήτημα τῆς Ἀλβανίας καὶ τῆς Μακεδονίας ἀπησχόλησε τὸν ἀρχηγὸν τῆς στρατιᾶς. Ὁ Σαρράιγ ἀνακαλεῖται ὑπὸ τοῦ Κλεμανσώ. bbox=[6, 601, 230, 652]
event-title: ΠΡΟΣ ΤΟ ΣΥΜΦΕΡΟΝ ΣΑΣ bbox=[1373, 525, 1523, 536]
file-number bbox=[332, 1927, 407, 1942]
file-number bbox=[7, 1795, 84, 1812]
masthead-subtitle: Η ΠΡΩΤΗ ΠΡΩΙΝΗ ΕΦΗΜΕΡΙΣ bbox=[14, 57, 222, 71]
table-row bbox=[7, 1779, 328, 1796]
migrant-name: ΠΑΣΑ ΚΙΟΪ bbox=[141, 1992, 223, 2008]
amount: 3.562 bbox=[617, 2009, 649, 2023]
table-row bbox=[332, 1807, 653, 1822]
amount bbox=[280, 1828, 327, 1845]
migrants-table-right bbox=[332, 1736, 654, 2058]
small-ad: ΖΗΤΕΙΤΑΙ ὑπηρέτρια διὰ μικρὰν οἰκογένειαν. bbox=[1302, 708, 1547, 720]
masthead-title: ΜΑΚΕΔΟΝΙΑ bbox=[31, 30, 205, 54]
file-number: 44943 bbox=[336, 1763, 371, 1776]
event-text: Χθὲς τὸ ἀπόγευμα ἔλαβε χώραν ἀτύχημα εἰς τὴν ὁδὸν Τσιμισκῆ. bbox=[1302, 330, 1594, 355]
column-5 bbox=[1302, 22, 1594, 2182]
table-row bbox=[7, 2041, 328, 2058]
migrant-name: Μιλτιάδης Στεφάνου Μάγνη bbox=[87, 2010, 248, 2024]
table-row bbox=[7, 1959, 328, 1976]
month: ΑΠΡΙΛΙΟΥ bbox=[125, 91, 179, 103]
amount: 22.381 bbox=[610, 1883, 649, 1896]
column-1 bbox=[6, 22, 230, 1547]
table-header: Ποσόν bbox=[599, 1737, 653, 1762]
zourari-ad bbox=[661, 1233, 871, 1305]
amount: 32.867 bbox=[284, 1846, 323, 1860]
diakiryxis-title: ΔΙΑΚΗΡΥΞΙΣ bbox=[715, 586, 817, 602]
university-ad-sub: ΠΡΟΚΗΡΥΞΙΣ ΔΗΜΟΠΡΑΣΙΑΣ bbox=[681, 426, 851, 437]
col4-text-1b: Κατὰ πληροφορίας ἐξ Ἀθηνῶν, εἰς τὸ Ἐθνικὸν Παλάτι ἔνθα τὴν ὑπηρεσίαν ἔχει ἡ Ἐπιτροπὴ Ἀποκαταστάσεως Προσφύγων, ἀπεφασίσθη ἡ μεταβίβασις τῶν ὑπηρεσιῶν. bbox=[879, 331, 1083, 395]
file-number: 45206 bbox=[10, 1780, 46, 1794]
top-rule bbox=[0, 0, 1600, 14]
event-title: ΑΤΥΧΗΜΑ bbox=[1418, 318, 1478, 329]
anthomelidis-foot: Ταχεῖα καὶ ριζικὴ θεραπεία. Ἐπισκέψεις 8-1 καὶ 4-8 μ.μ. bbox=[943, 1492, 1230, 1503]
migrant-name: Ζελκούδη Σέβας Π. bbox=[411, 1808, 519, 1821]
small-ad: ΕΥΡΕΘΗ ἐνώπιον τοῦ Δημαρχείου χρυσοῦν ὡρολόγιον. bbox=[1302, 638, 1594, 663]
running-title: ΜΑΚΕΔΟΝΙΑ bbox=[620, 0, 718, 12]
migrant-name: Ἀνθίμου Πασχάλης Ἐμμανουήλ bbox=[411, 1883, 588, 1896]
col3-text-1: Χθὲς τὸ ἑσπέρας συνεδρίασε τὸ Ἐργατικὸν Κέντρον. Ἡ Διοίκησις ἀπεφάσισε τὴν λῆξιν τῆς ἀπεργίας. ΔΙΑ ΤΗΝ ΠΡΩΤΟΜΑΓΙΑΝ. Σήμερον τὸ ἑσπέρας οἱ συνελεύσεις θὰ ἀποφασίσουν διὰ τὴν πρωτομαγιάν. bbox=[661, 106, 871, 183]
zitima-title: ΤΟ ΑΙΩΝΙΟΝ ΖΗΤΗΜΑ bbox=[249, 527, 430, 543]
migrant-name: Ζάχου Ἀριστεῖδης bbox=[87, 1879, 188, 1893]
amount: 9.424 bbox=[617, 1778, 649, 1791]
paediatrician-text: (Εἰδικὸς Παιδίατρος) Δέχεται ὁδὸς Ἁγίας Σοφίας ἀριθ. 42 bbox=[461, 504, 641, 527]
prof-life-banner-label: ΠΡΟΦΥΛΑΚΤΙΚΗ ΖΩΗ bbox=[884, 52, 1288, 87]
university-ad-title: ΠΑΝΕΠΙΣΤΗΜΙΟΝ ΘΕΣΣΑΛΟΝΙΚΗΣ bbox=[692, 391, 840, 423]
migrant-name: Πλέσκοβη Ἀπόστολος Κωνστ. bbox=[87, 1846, 254, 1860]
col2-body bbox=[238, 150, 653, 389]
drako-text: Ἐφθασε ἡ μόνη τροφὴ τῶν βρεφῶν ΔΡΑΚΟ καὶ πωλεῖται εἰς ὅλα τὰ φαρμακεῖα. Ἀντιπρόσωπος Χ. ΧΑΝΤΖΟΣ, Μητροπόλεως 10 bbox=[661, 528, 871, 579]
col4-text-1: Κατὰ πληροφορίας ἐξ Ἀθηνῶν, εἰς τὸ Ἐθνικὸν Παλάτι ἔνθα τὴν ὑπηρεσίαν ἔχει ἡ Ἐπιτροπὴ Ἀποκαταστάσεως Προσφύγων, ἀπεφασίσθη ἡ μεταβίβασις τῶν ὑπηρεσιῶν. bbox=[879, 178, 1083, 242]
university-ad bbox=[661, 381, 871, 503]
seismic-title: ΑΥΤΟΝΟΜΟΣ ΟΡΓΑΝΙΣΜΟΣ ΣΕΙΣΜΟΠΑΘΩΝ ΚΟΡΙΝΘΙΑΣ bbox=[1138, 317, 1247, 373]
doctor-text: ΧΕΙΡΟΥΡΓΟΣ-ΓΥΝΑΙΚΟΛΟΓΟΣ Δέχεται ἐν τῷ ἰατρείῳ του ἀπὸ 10-12 π.μ. καὶ 3-6 μ.μ. Πλατεῖα Ἁγ. Σοφίας 3. Τηλ. 300 bbox=[13, 858, 223, 893]
anakoinosis-title: ΑΝΑΚΟΙΝΩΣΙΣ bbox=[1027, 1195, 1146, 1211]
migrant-name: ΜΑΝΤΖΟΒΟΝ bbox=[131, 1762, 233, 1778]
migrant-name: Ρήτορα Κατίνα Εὐάγγελου bbox=[411, 1943, 561, 1956]
shipping-ad-title: ΝΑΥΤΙΚΟΝ ΠΡΑΚΤΟΡΕΙΟΝ bbox=[278, 398, 401, 430]
